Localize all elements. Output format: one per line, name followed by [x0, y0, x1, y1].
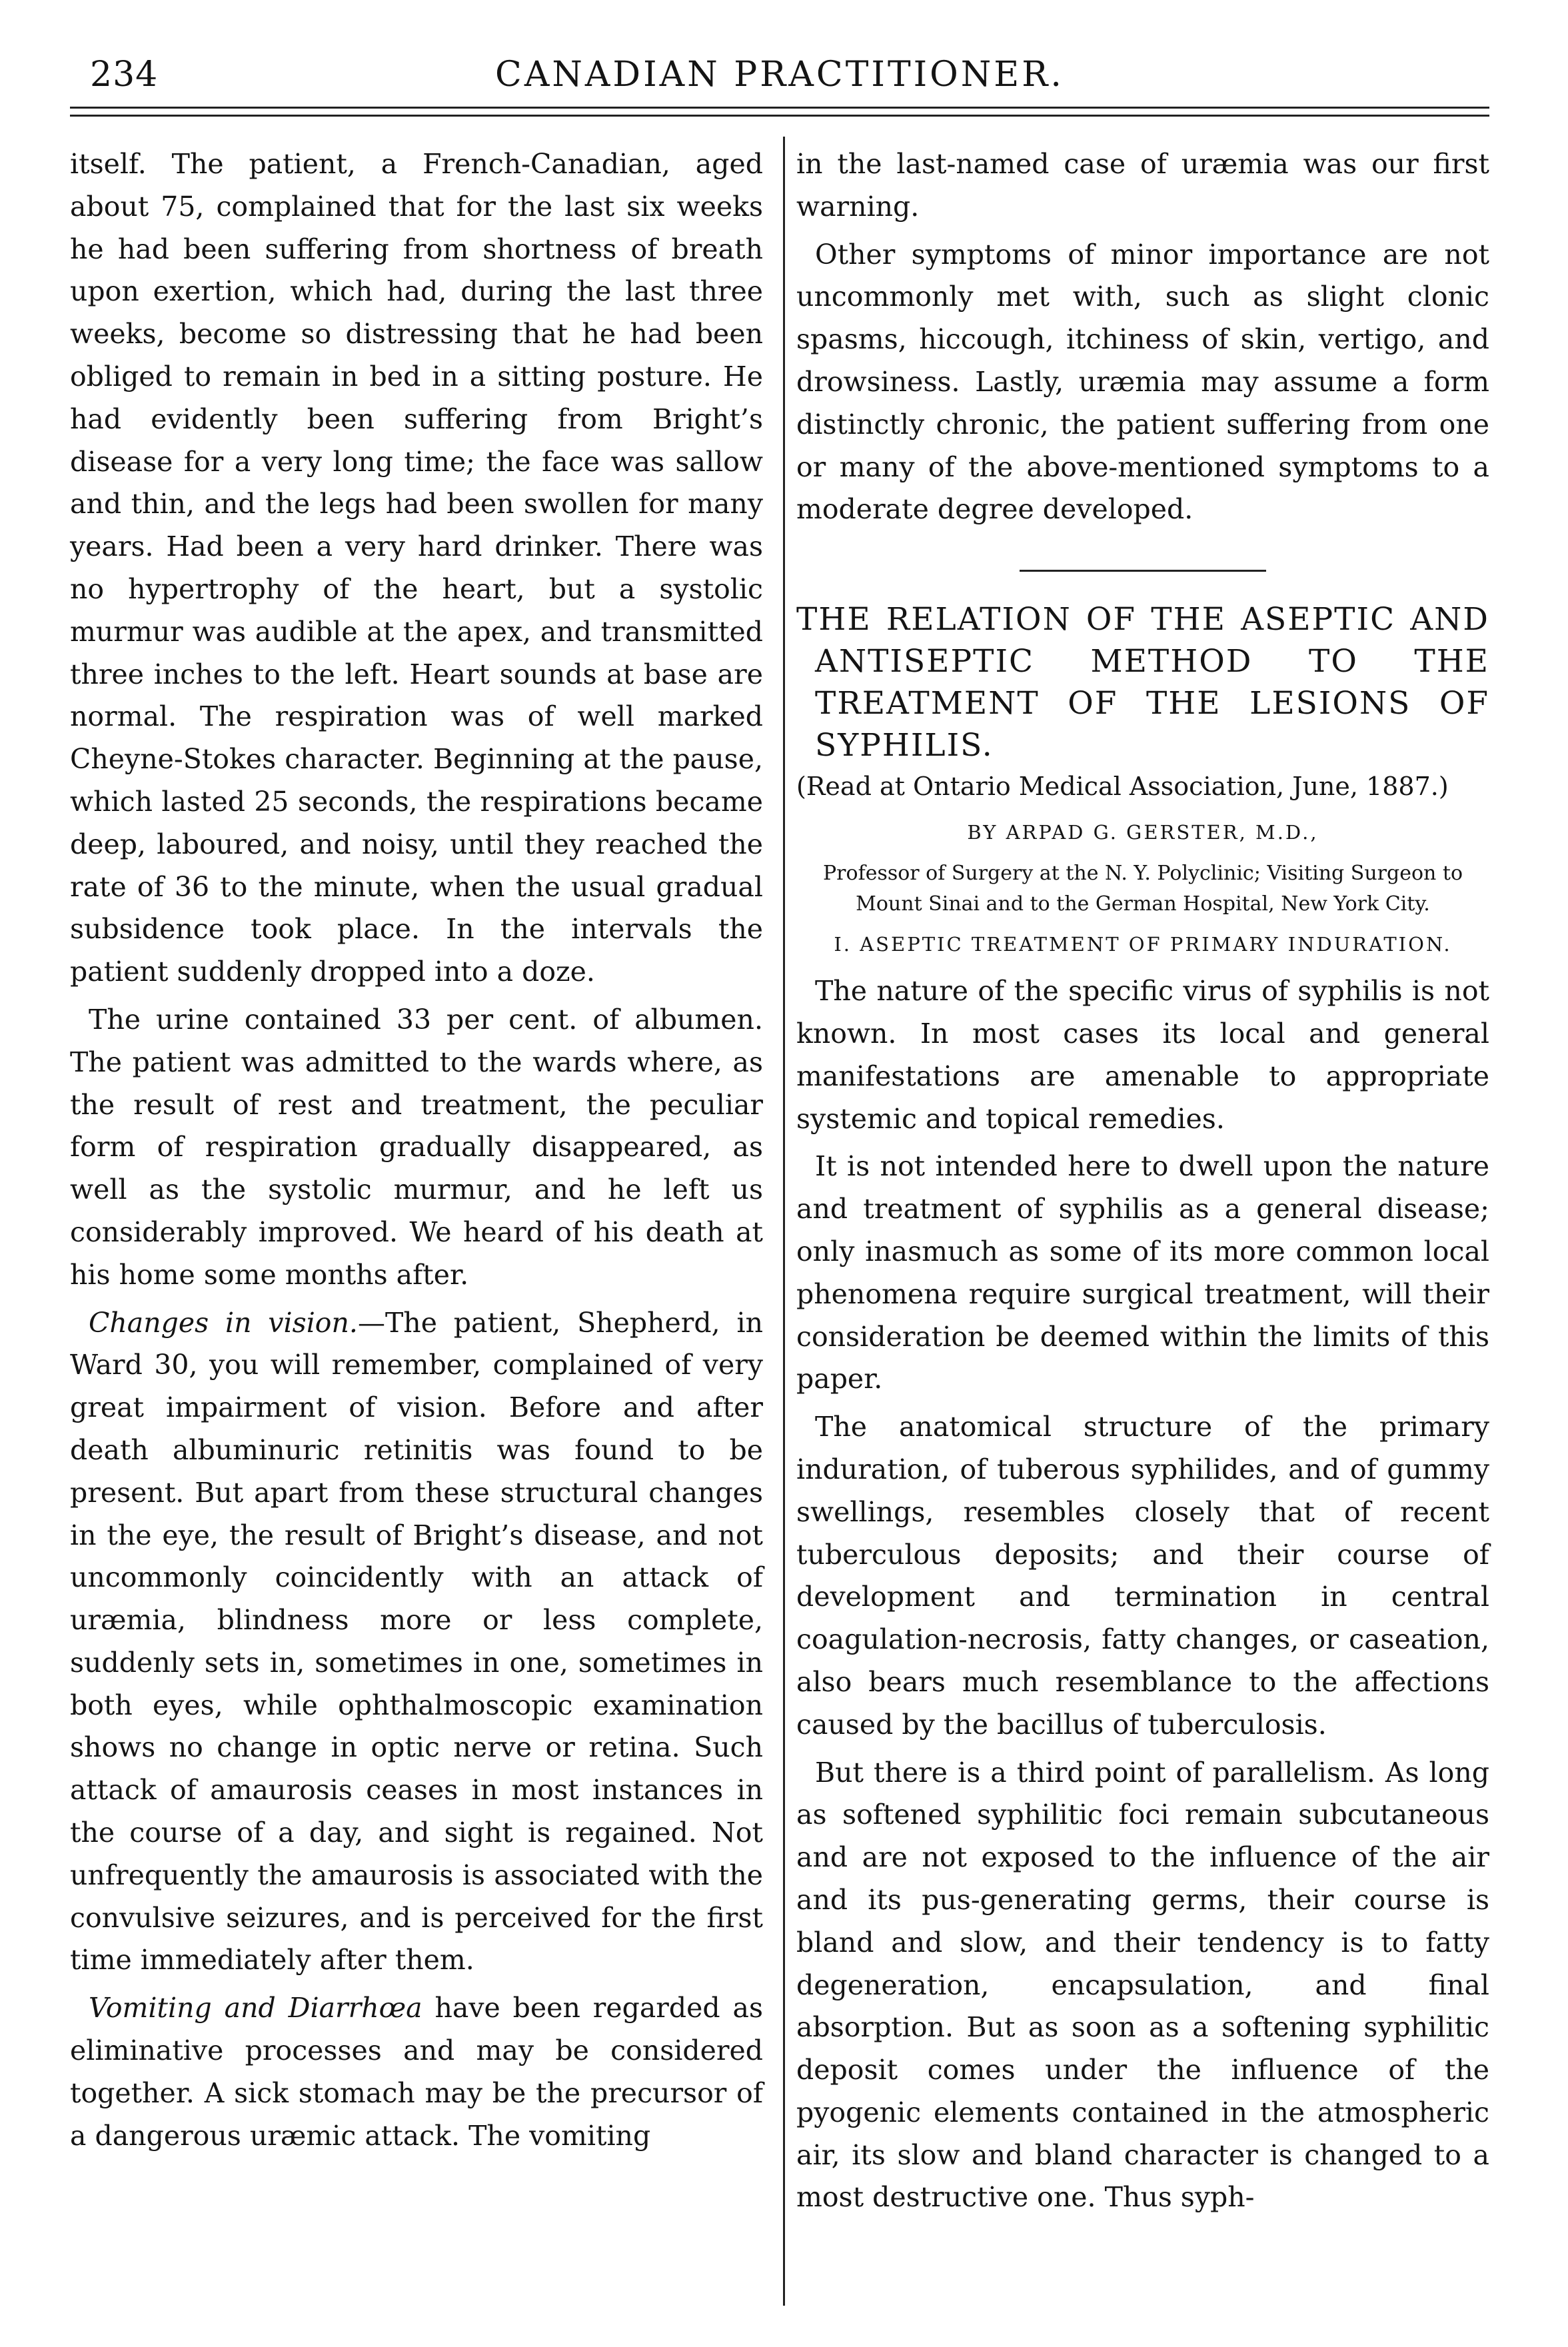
left-column	[70, 143, 763, 2157]
right-paragraph-1: in the last-named case of uræmia was our first warning.	[796, 148, 1489, 223]
right-paragraph-5: The anatomical structure of the primary induration, of tuberous syphilides, and of gummy swellings, resembles closely that of recent tuberculous deposits; and their course of development and termination in central coagulation-necrosis, fatty changes, or caseation, also bears much resemblance to the affections caused by the bacillus of tuberculosis.	[796, 1411, 1489, 1741]
running-header	[70, 48, 1489, 101]
left-paragraph-4	[70, 1987, 763, 2157]
journal-title: CANADIAN PRACTITIONER.	[495, 55, 1064, 95]
changes-in-vision-text: —The patient, Shepherd, in Ward 30, you will remember, complained of very great impairment of vision. Before and after death albuminuric retinitis was found to be present. But apart from these structural changes in the eye, the result of Bright’s disease, and not uncommonly coincidently with an attack of uræmia, blindness more or less complete, suddenly sets in, sometimes in one, sometimes in both eyes, while ophthalmoscopic examination shows no change in optic nerve or retina. Such attack of amaurosis ceases in most instances in the course of a day, and sight is regained. Not unfrequently the amaurosis is associated with the convulsive seizures, and is perceived for the first time immediately after them.	[70, 1306, 764, 1976]
page-number: 234	[90, 55, 159, 95]
right-paragraph-4: It is not intended here to dwell upon the nature and treatment of syphilis as a general disease; only inasmuch as some of its more common local phenomena require surgical treatment, will their consideration be deemed within the limits of this paper.	[796, 1150, 1489, 1395]
column-divider	[783, 137, 785, 2306]
right-paragraph-3: The nature of the specific virus of syphilis is not known. In most cases its local and general manifestations are amenable to appropriate systemic and topical remedies.	[796, 975, 1489, 1135]
left-paragraph-3	[70, 1302, 763, 1982]
article-title: THE RELATION OF THE ASEPTIC AND ANTISEPTIC METHOD TO THE TREATMENT OF THE LESIONS OF SYPHILIS.	[796, 601, 1489, 764]
changes-in-vision-heading: Changes in vision.	[89, 1306, 358, 1339]
right-column	[796, 143, 1489, 2219]
right-paragraph-6: But there is a third point of parallelism. As long as softened syphilitic foci remain subcutaneous and are not exposed to the influence of the air and its pus-generating germs, their course is bland and slow, and their tendency is to fatty degeneration, encapsulation, and final absorption. But as soon as a softening syphilitic deposit comes under the influence of the pyogenic elements contained in the atmospheric air, its slow and bland character is changed to a most destructive one. Thus syph-	[796, 1756, 1489, 2214]
right-paragraph-2: Other symptoms of minor importance are not uncommonly met with, such as slight clonic spasms, hiccough, itchiness of skin, vertigo, and drowsiness. Lastly, uræmia may assume a form distinctly chronic, the patient suffering from one or many of the above-mentioned symptoms to a moderate degree developed.	[796, 238, 1489, 526]
section-heading: I. ASEPTIC TREATMENT OF PRIMARY INDURATION.	[834, 933, 1452, 956]
read-note: (Read at Ontario Medical Association, June, 1887.)	[796, 772, 1449, 802]
vomiting-heading: Vomiting and Diarrhœa	[89, 1992, 422, 2024]
header-rule-bottom	[70, 115, 1489, 117]
section-separator-rule	[1020, 570, 1266, 572]
vomiting-text: have been regarded as eliminative processes and may be considered together. A sick stomach may be the precursor of a dangerous uræmic attack. The vomiting	[70, 1992, 764, 2152]
author-byline: BY ARPAD G. GERSTER, M.D.,	[967, 821, 1319, 844]
left-paragraph-1: itself. The patient, a French-Canadian, aged about 75, complained that for the last six weeks he had been suffering from shortness of breath upon exertion, which had, during the last three weeks, become so distressing that he had been obliged to remain in bed in a sitting posture. He had evidently been suffering from Bright’s disease for a very long time; the face was sallow and thin, and the legs had been swollen for many years. Had been a very hard drinker. There was no hypertrophy of the heart, but a systolic murmur was audible at the apex, and transmitted three inches to the left. Heart sounds at base are normal. The respiration was of well marked Cheyne-Stokes character. Beginning at the pause, which lasted 25 seconds, the respirations became deep, laboured, and noisy, until they reached the rate of 36 to the minute, when the usual gradual subsidence took place. In the intervals the patient suddenly dropped into a doze.	[70, 148, 763, 988]
header-rule-top	[70, 107, 1489, 109]
author-affiliation: Professor of Surgery at the N. Y. Polyclinic; Visiting Surgeon to Mount Sinai and to the German Hospital, New York City.	[823, 862, 1463, 916]
left-paragraph-2: The urine contained 33 per cent. of albumen. The patient was admitted to the wards where, as the result of rest and treatment, the peculiar form of respiration gradually disappeared, as well as the systolic murmur, and he left us considerably improved. We heard of his death at his home some months after.	[70, 1003, 763, 1291]
